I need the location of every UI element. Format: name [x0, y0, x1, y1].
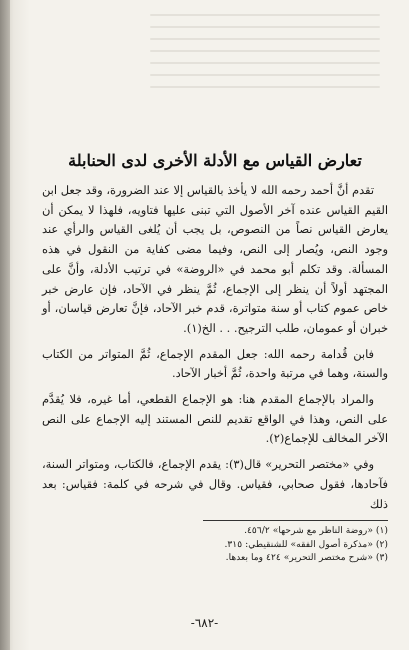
paragraph-4: وفي «مختصر التحرير» قال(٣): يقدم الإجماع، فالكتاب، ومتواتر السنة، فآحادها، فقول صحابي، فقياس. وقال في شرحه في كلمة: فقياس: بعد ذلك: [42, 457, 388, 511]
page-content: [42, 150, 388, 565]
paragraph-2: فابن قُدامة رحمه الله: جعل المقدم الإجماع، ثُمَّ المتواتر من الكتاب والسنة، وهما في مرتبة واحدة، ثُمَّ أخبار الآحاد.: [42, 346, 388, 381]
footnotes: [42, 524, 388, 565]
footnote-separator: [203, 520, 388, 521]
paragraph-1: تقدم أنَّ أحمد رحمه الله لا يأخذ بالقياس إلا عند الضرورة، وقد جعل ابن القيم القياس عنده آخر الأصول التي تبنى عليها فتاويه، فلهذا لا يمكن أن يعارض القياس نصاً من النصوص، بل يجب أن يُلغى القياس والرأي عند وجود النص، ويُصار إلى النص، وفيما مضى كفاية من النقول في هذه المسألة. وقد تكلم أبو محمد في «الروضة» في ترتيب الأدلة، وأنَّ على المجتهد أولاً أن ينظر إلى الإجماع، ثُمَّ ينظر في الآحاد، فإن عارض خبر خاص عموم كتاب أو سنة متواترة، قدم خبر الآحاد، فإنَّ تعارض قياسان، أو خبران أو عمومان، طلب الترجيح. . . الخ(١).: [42, 183, 388, 335]
footnote-2: (٢) «مذكرة أصول الفقه» للشنقيطي: ٣١٥.: [224, 538, 388, 550]
paragraph-3: والمراد بالإجماع المقدم هنا: هو الإجماع القطعي، أما غيره، فلا يُقدَّم على النص، وهذا في الواقع تقديم للنص المستند إليه الإجماع على النص الآخر المخالف للإجماع(٢).: [42, 392, 388, 446]
page-number: -٦٨٢-: [190, 616, 219, 630]
book-spine-shadow: [0, 0, 10, 650]
bleed-through-text: [150, 4, 380, 124]
footnote-3: (٣) «شرح مختصر التحرير» ٤٢٤ وما بعدها.: [225, 552, 388, 564]
footnote-1: (١) «روضة الناظر مع شرحها» ٤٥٦/٢.: [244, 525, 388, 537]
section-heading: تعارض القياس مع الأدلة الأخرى لدى الحنابلة: [68, 151, 362, 170]
